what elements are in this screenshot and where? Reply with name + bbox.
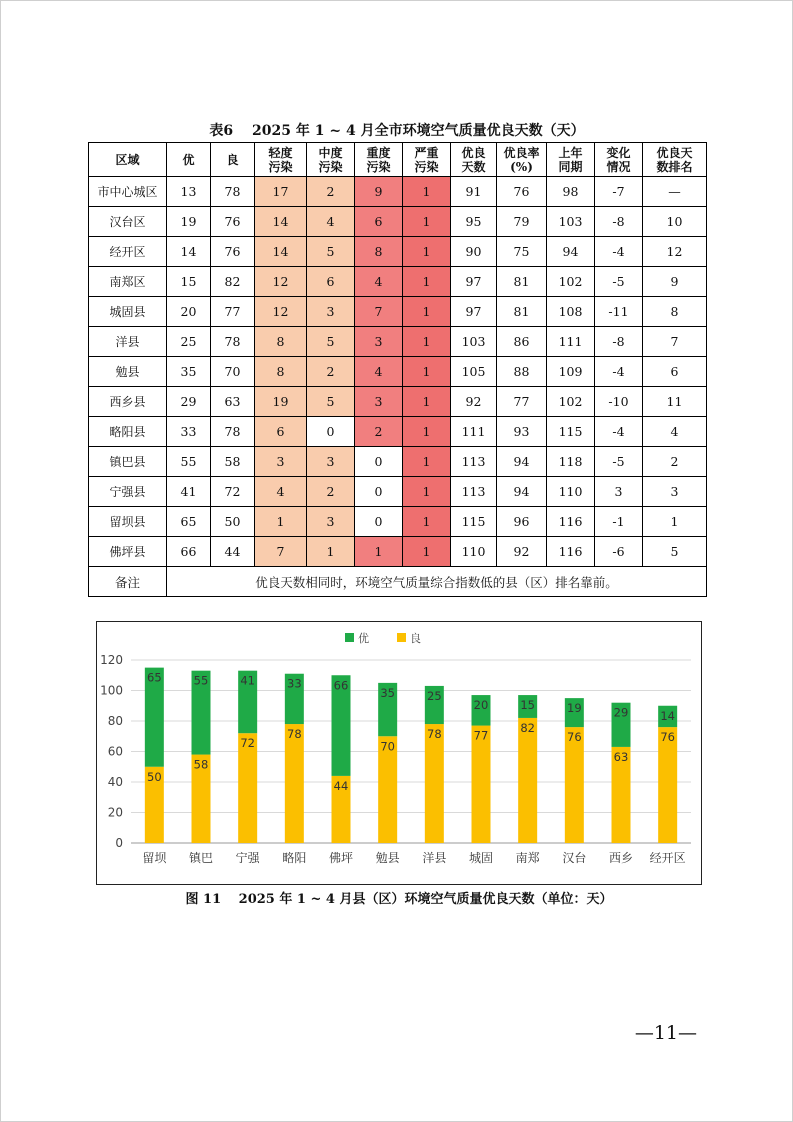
column-header: [497, 143, 547, 177]
data-label: 41: [240, 673, 255, 688]
table-caption: 表6 2025 年 1 ~ 4 月全市环境空气质量优良天数（天）: [209, 123, 585, 139]
table-cell: 118: [547, 447, 595, 477]
column-header: [595, 143, 643, 177]
table-row: [89, 387, 707, 417]
table-cell: 3: [355, 387, 403, 417]
table-cell: -8: [595, 207, 643, 237]
column-header-line1: 优良率: [503, 145, 540, 160]
table-cell: 110: [451, 537, 497, 567]
table-row: [89, 477, 707, 507]
table-cell: 113: [451, 447, 497, 477]
table-cell: 8: [355, 237, 403, 267]
table-cell: 93: [497, 417, 547, 447]
data-label: 55: [193, 673, 209, 688]
table-cell: 1: [403, 297, 451, 327]
data-label: 29: [613, 705, 629, 720]
column-header: [167, 143, 211, 177]
data-label: 58: [193, 757, 209, 772]
x-tick-label: 汉台: [562, 851, 587, 865]
data-label: 25: [427, 688, 442, 703]
region-cell: 南郑区: [89, 267, 167, 297]
air-quality-table: [88, 142, 707, 597]
column-header-line1: 优良天: [656, 145, 693, 160]
column-header-line1: 优良: [461, 145, 486, 160]
y-tick-label: 60: [107, 744, 123, 759]
y-tick-label: 100: [100, 683, 123, 698]
column-header-line2: 污染: [366, 159, 391, 174]
table-cell: -5: [595, 267, 643, 297]
table-cell: 29: [167, 387, 211, 417]
data-label: 82: [520, 720, 535, 735]
column-header: [355, 143, 403, 177]
region-cell: 城固县: [89, 297, 167, 327]
table-cell: 78: [211, 327, 255, 357]
table-cell: 96: [497, 507, 547, 537]
table-cell: 111: [547, 327, 595, 357]
region-cell: 留坝县: [89, 507, 167, 537]
column-header-line2: (%): [510, 159, 533, 174]
bar-segment: [565, 727, 584, 843]
table-cell: 105: [451, 357, 497, 387]
table-cell: 3: [307, 297, 355, 327]
table-cell: 25: [167, 327, 211, 357]
table-cell: 5: [307, 387, 355, 417]
table-cell: 11: [643, 387, 707, 417]
table-cell: 14: [255, 207, 307, 237]
x-tick-label: 镇巴: [188, 851, 214, 865]
table-cell: 55: [167, 447, 211, 477]
table-cell: 1: [403, 387, 451, 417]
stacked-bar-chart: [97, 622, 701, 884]
table-cell: 78: [211, 177, 255, 207]
x-tick-label: 西乡: [608, 851, 634, 865]
data-label: 19: [567, 701, 582, 716]
note-row: [89, 567, 707, 597]
table-cell: 1: [403, 177, 451, 207]
x-tick-label: 南郑: [515, 851, 540, 865]
table-cell: 108: [547, 297, 595, 327]
table-cell: 109: [547, 357, 595, 387]
table-cell: 1: [403, 477, 451, 507]
table-cell: 70: [211, 357, 255, 387]
table-cell: 0: [307, 417, 355, 447]
table-cell: 8: [255, 327, 307, 357]
table-cell: 2: [355, 417, 403, 447]
column-header: [307, 143, 355, 177]
table-cell: 6: [307, 267, 355, 297]
table-cell: 1: [403, 447, 451, 477]
column-header-line1: 轻度: [268, 145, 293, 160]
table-cell: 3: [307, 507, 355, 537]
table-cell: —: [643, 177, 707, 207]
region-cell: 镇巴县: [89, 447, 167, 477]
table-cell: 1: [643, 507, 707, 537]
table-cell: 92: [497, 537, 547, 567]
table-cell: 3: [643, 477, 707, 507]
table-cell: 3: [307, 447, 355, 477]
table-cell: 90: [451, 237, 497, 267]
region-cell: 略阳县: [89, 417, 167, 447]
table-cell: -8: [595, 327, 643, 357]
table-cell: 35: [167, 357, 211, 387]
column-header-line1: 严重: [414, 145, 439, 160]
region-cell: 洋县: [89, 327, 167, 357]
column-header-line1: 变化: [606, 145, 631, 160]
region-cell: 勉县: [89, 357, 167, 387]
figure-caption: 图 11 2025 年 1 ~ 4 月县（区）环境空气质量优良天数（单位：天）: [185, 892, 613, 907]
table-cell: 9: [643, 267, 707, 297]
page-number: —11—: [634, 1022, 697, 1044]
table-row: [89, 537, 707, 567]
table-cell: 72: [211, 477, 255, 507]
data-label: 15: [520, 698, 535, 713]
bar-segment: [425, 724, 444, 843]
table-cell: 115: [547, 417, 595, 447]
data-label: 14: [660, 708, 675, 723]
column-header: [547, 143, 595, 177]
table-cell: 1: [403, 357, 451, 387]
legend-label: 优: [358, 632, 369, 645]
table-cell: 0: [355, 507, 403, 537]
table-cell: 79: [497, 207, 547, 237]
table-row: [89, 297, 707, 327]
table-cell: 50: [211, 507, 255, 537]
header-row: [89, 143, 707, 177]
note-label: 备注: [89, 567, 167, 597]
legend-swatch: [345, 633, 354, 642]
x-tick-label: 留坝: [142, 851, 167, 865]
y-tick-label: 0: [115, 836, 123, 850]
table-cell: 5: [307, 327, 355, 357]
column-header: [255, 143, 307, 177]
column-header-line2: 污染: [268, 159, 293, 174]
region-cell: 西乡县: [89, 387, 167, 417]
table-cell: 1: [403, 267, 451, 297]
chart-frame: [96, 621, 702, 885]
table-cell: 9: [355, 177, 403, 207]
x-tick-label: 佛坪: [328, 851, 354, 865]
data-label: 35: [380, 685, 395, 700]
column-header-line2: 数排名: [656, 159, 693, 174]
column-header-line2: 天数: [461, 159, 486, 174]
table-cell: 81: [497, 297, 547, 327]
table-cell: 1: [403, 237, 451, 267]
y-tick-label: 80: [107, 714, 123, 728]
column-header-line1: 优: [182, 152, 195, 167]
table-cell: 5: [307, 237, 355, 267]
table-cell: 1: [403, 537, 451, 567]
table-cell: 12: [255, 297, 307, 327]
table-cell: 7: [643, 327, 707, 357]
data-label: 76: [660, 730, 675, 745]
region-cell: 佛坪县: [89, 537, 167, 567]
data-label: 76: [567, 730, 582, 745]
table-cell: 12: [643, 237, 707, 267]
table-cell: 103: [451, 327, 497, 357]
table-cell: 58: [211, 447, 255, 477]
table-cell: 12: [255, 267, 307, 297]
table-cell: 10: [643, 207, 707, 237]
table-cell: 2: [307, 177, 355, 207]
table-cell: 82: [211, 267, 255, 297]
table-cell: 3: [255, 447, 307, 477]
table-row: [89, 357, 707, 387]
legend-label: 良: [410, 632, 421, 645]
column-header-line1: 中度: [318, 145, 343, 160]
table-cell: 7: [355, 297, 403, 327]
y-tick-label: 20: [107, 805, 123, 820]
y-tick-label: 40: [107, 775, 123, 789]
table-cell: -7: [595, 177, 643, 207]
table-cell: 4: [307, 207, 355, 237]
table-cell: -4: [595, 357, 643, 387]
table-row: [89, 447, 707, 477]
region-cell: 经开区: [89, 237, 167, 267]
table-cell: 102: [547, 267, 595, 297]
x-tick-label: 洋县: [422, 851, 447, 865]
table-cell: 66: [167, 537, 211, 567]
data-label: 50: [147, 769, 162, 784]
table-cell: 19: [167, 207, 211, 237]
data-label: 44: [333, 778, 349, 793]
table-row: [89, 267, 707, 297]
table-cell: -4: [595, 237, 643, 267]
table-cell: 116: [547, 507, 595, 537]
table-cell: 41: [167, 477, 211, 507]
table-cell: 102: [547, 387, 595, 417]
table-cell: 111: [451, 417, 497, 447]
table-cell: 98: [547, 177, 595, 207]
region-cell: 宁强县: [89, 477, 167, 507]
table-cell: 97: [451, 297, 497, 327]
table-header: [89, 143, 707, 177]
table-body: [89, 177, 707, 567]
column-header-line2: 污染: [414, 159, 439, 174]
table-cell: 8: [643, 297, 707, 327]
data-label: 77: [473, 728, 489, 743]
data-label: 65: [147, 670, 162, 685]
table-cell: 19: [255, 387, 307, 417]
table-cell: 113: [451, 477, 497, 507]
table-cell: 17: [255, 177, 307, 207]
x-tick-label: 宁强: [235, 851, 260, 865]
table-cell: 3: [355, 327, 403, 357]
table-cell: 63: [211, 387, 255, 417]
column-header-line1: 重度: [366, 145, 391, 160]
table-cell: 3: [595, 477, 643, 507]
data-label: 63: [613, 749, 629, 764]
column-header-line1: 上年: [558, 145, 583, 160]
table-cell: 4: [255, 477, 307, 507]
data-label: 78: [287, 727, 302, 742]
table-cell: 1: [403, 417, 451, 447]
table-cell: 94: [547, 237, 595, 267]
data-label: 20: [473, 698, 489, 713]
note-text: 优良天数相同时，环境空气质量综合指数低的县（区）排名靠前。: [167, 567, 707, 597]
table-cell: 1: [403, 507, 451, 537]
table-cell: 14: [167, 237, 211, 267]
table-cell: -1: [595, 507, 643, 537]
table-cell: -5: [595, 447, 643, 477]
table-cell: 7: [255, 537, 307, 567]
table-cell: -10: [595, 387, 643, 417]
table-cell: 91: [451, 177, 497, 207]
table-cell: 86: [497, 327, 547, 357]
data-label: 66: [333, 678, 349, 693]
table-cell: 94: [497, 477, 547, 507]
table-cell: 4: [355, 267, 403, 297]
table-cell: 8: [255, 357, 307, 387]
data-label: 78: [427, 727, 442, 742]
table-cell: 44: [211, 537, 255, 567]
table-cell: 0: [355, 477, 403, 507]
table-cell: 115: [451, 507, 497, 537]
table-cell: 6: [255, 417, 307, 447]
column-header-line2: 同期: [558, 159, 583, 174]
table-cell: 6: [643, 357, 707, 387]
table-cell: 88: [497, 357, 547, 387]
table-cell: -11: [595, 297, 643, 327]
table-cell: 75: [497, 237, 547, 267]
table-cell: 1: [255, 507, 307, 537]
column-header-line1: 区域: [115, 152, 140, 167]
table-row: [89, 327, 707, 357]
table-cell: -4: [595, 417, 643, 447]
y-tick-label: 120: [100, 653, 123, 667]
table-cell: 2: [307, 477, 355, 507]
bar-segment: [285, 724, 304, 843]
table-cell: 5: [643, 537, 707, 567]
table-row: [89, 237, 707, 267]
column-header: [451, 143, 497, 177]
table-row: [89, 417, 707, 447]
table-cell: 76: [211, 207, 255, 237]
table-cell: 77: [497, 387, 547, 417]
data-label: 70: [380, 739, 395, 754]
table-row: [89, 507, 707, 537]
table-cell: 76: [211, 237, 255, 267]
table-cell: 94: [497, 447, 547, 477]
table-cell: 33: [167, 417, 211, 447]
data-label: 72: [240, 736, 255, 751]
table-cell: 20: [167, 297, 211, 327]
bar-segment: [658, 727, 677, 843]
table-cell: 65: [167, 507, 211, 537]
table-cell: 81: [497, 267, 547, 297]
column-header: [211, 143, 255, 177]
x-tick-label: 经开区: [649, 851, 686, 865]
table-cell: 110: [547, 477, 595, 507]
bar-segment: [472, 726, 491, 843]
table-cell: 6: [355, 207, 403, 237]
table-cell: 1: [403, 207, 451, 237]
data-label: 33: [287, 676, 302, 691]
table-cell: 2: [307, 357, 355, 387]
column-header-line1: 良: [226, 152, 239, 167]
column-header-line2: 污染: [318, 159, 343, 174]
table-cell: 103: [547, 207, 595, 237]
table-cell: 92: [451, 387, 497, 417]
table-cell: 76: [497, 177, 547, 207]
table-cell: 14: [255, 237, 307, 267]
table-row: [89, 177, 707, 207]
table-cell: -6: [595, 537, 643, 567]
table-cell: 1: [307, 537, 355, 567]
bar-segment: [518, 718, 537, 843]
table-cell: 2: [643, 447, 707, 477]
table-cell: 116: [547, 537, 595, 567]
table-cell: 15: [167, 267, 211, 297]
table-cell: 4: [355, 357, 403, 387]
legend-swatch: [397, 633, 406, 642]
table-cell: 1: [403, 327, 451, 357]
table-cell: 1: [355, 537, 403, 567]
table-row: [89, 207, 707, 237]
table-cell: 95: [451, 207, 497, 237]
table-cell: 78: [211, 417, 255, 447]
x-tick-label: 城固: [468, 851, 494, 865]
table-cell: 13: [167, 177, 211, 207]
column-header-line2: 情况: [606, 159, 631, 174]
table-cell: 97: [451, 267, 497, 297]
column-header: [89, 143, 167, 177]
region-cell: 市中心城区: [89, 177, 167, 207]
table-cell: 77: [211, 297, 255, 327]
table-cell: 4: [643, 417, 707, 447]
column-header: [403, 143, 451, 177]
x-tick-label: 勉县: [375, 851, 400, 865]
table-cell: 0: [355, 447, 403, 477]
column-header: [643, 143, 707, 177]
x-tick-label: 略阳: [282, 851, 307, 865]
region-cell: 汉台区: [89, 207, 167, 237]
